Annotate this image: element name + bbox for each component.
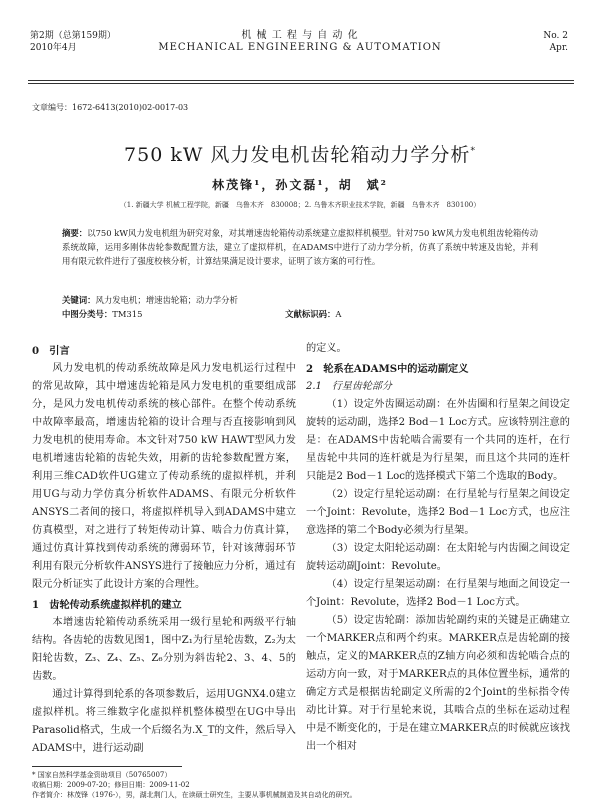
doc-label: 文献标识码： — [285, 309, 336, 319]
doc-value: A — [335, 309, 342, 319]
header-issue-number: 第2期（总第159期） — [30, 31, 116, 41]
header-issue-date: 2010年4月 — [30, 43, 77, 53]
abstract — [62, 226, 538, 268]
classification — [62, 308, 538, 320]
header-month: Apr. — [549, 43, 568, 53]
running-header — [0, 30, 600, 80]
header-volume — [543, 30, 568, 54]
body-paragraph: 本增速齿轮箱传动系统采用一级行星轮和两级平行轴结构。各齿轮的齿数见图1，图中Z₁为行星轮齿数，Z₂为太阳轮齿数，Z₃、Z₄、Z₅、Z₆分别为斜齿轮2、3、4、5的齿数。 — [32, 617, 296, 682]
footnote-funding: * 国家自然科学基金资助项目（50765007） — [32, 771, 172, 779]
body-paragraph: （5）设定齿轮副：添加齿轮副约束的关键是正确建立一个MARKER点和两个约束。MARKER点是齿轮副的接触点，定义的MARKER点的Z轴方向必须和齿轮啮合点的运动方向一致，对于MARKER点的具体位置坐标，通常的确定方式是根据齿轮副定义所需的2个Joint的坐标指令传动比计算。对于行星轮来说，其啮合点的坐标在运动过程中是不断变化的，于是在建立MARKER点的时候就应该找出一个相对 — [306, 615, 570, 752]
body-paragraph: （4）设定行星架运动副：在行星架与地面之间设定一个Joint：Revolute，选择2 Bod－1 Loc方式。 — [306, 579, 570, 608]
body-paragraph: （1）设定外齿圈运动副：在外齿圈和行星架之间设定旋转的运动副，选择2 Bod－1 Loc方式。应该特别注意的是：在ADAMS中齿轮啮合需要有一个共同的连杆，在行星齿轮中共同的连杆就是为行星架，而且这个共同的连杆只能是2 Bod－1 Loc的选择模式下第二个选取的Body。 — [306, 399, 570, 482]
journal-name-cn: 机 械 工 程 与 自 动 化 — [241, 30, 359, 41]
body-paragraph: 通过计算得到轮系的各项参数后，运用UGNX4.0建立虚拟样机。将三维数字化虚拟样机整体模型在UG中导出Parasolid格式，生成一个后缀名为.X_T的文件，然后导入ADAMS中，进行运动副 — [32, 689, 296, 754]
section-heading: 0 引言 — [32, 345, 70, 357]
footnote-dates: 收稿日期：2009-07-20；修回日期：2009-11-02 — [32, 781, 190, 789]
section-heading: 1 齿轮传动系统虚拟样机的建立 — [32, 599, 182, 611]
clc-label: 中图分类号： — [62, 309, 113, 319]
keywords-text: 风力发电机；增速齿轮箱；动力学分析 — [95, 295, 238, 305]
keywords — [62, 294, 538, 306]
clc-code — [62, 309, 212, 319]
title-footnote-mark: * — [470, 146, 476, 157]
paper-title — [0, 140, 600, 167]
abstract-text: 以750 kW风力发电机组为研究对象，对其增速齿轮箱传动系统建立虚拟样机模型。针对750 kW风力发电机组齿轮箱传动系统故障，运用多刚体齿轮参数配置方法，建立了虚拟样机，在ADAMS中进行了动力学分析，仿真了系统中转速及齿轮，并利用有限元软件进行了强度校核分析，计算结果满足设计要求，证明了该方案的可行性。 — [62, 228, 538, 266]
affiliation: （1. 新疆大学 机械工程学院，新疆 乌鲁木齐 830008；2. 乌鲁木齐职业技术学院，新疆 乌鲁木齐 830100） — [119, 201, 481, 209]
body-paragraph: 风力发电机的传动系统故障是风力发电机运行过程中的常见故障，其中增速齿轮箱是风力发电机的重要组成部分，是风力发电机传动系统的核心部件。在整个传动系统中故障率最高，增速齿轮箱的设计合理与否直接影响到风力发电机的使用寿命。本文针对750 kW HAWT型风力发电机增速齿轮箱的齿轮失效，用新的齿轮参数配置方案，利用三维CAD软件UG建立了传动系统的虚拟样机，并利用UG与动力学仿真分析软件ADAMS、有限元分析软件ANSYS二者间的接口，将虚拟样机导入到ADAMS中建立仿真模型，对之进行了转矩传动计算、啮合力仿真计算，通过仿真计算找到传动系统的薄弱环节，针对该薄弱环节利用有限元分析软件ANSYS进行了接触应力分析，通过有限元分析证实了此设计方案的合理性。 — [32, 363, 296, 590]
header-rule-bottom — [28, 83, 574, 84]
body-column-left — [32, 340, 296, 758]
clc-value: TM315 — [112, 309, 143, 319]
abstract-label: 摘要： — [62, 228, 88, 238]
header-journal — [0, 30, 600, 54]
body-column-right — [306, 340, 570, 756]
keywords-label: 关键词： — [62, 295, 96, 305]
journal-name-en: MECHANICAL ENGINEERING & AUTOMATION — [158, 42, 442, 53]
header-no: No. 2 — [543, 31, 568, 41]
body-paragraph: 的定义。 — [306, 343, 347, 354]
subsection-heading: 2.1 行星齿轮部分 — [306, 381, 392, 392]
header-rule-top — [28, 80, 574, 81]
footnote-rule — [32, 766, 182, 767]
body-paragraph: （2）设定行星轮运动副：在行星轮与行星架之间设定一个Joint：Revolute，选择2 Bod－1 Loc方式，也应注意选择的第二个Body必须为行星架。 — [306, 489, 570, 536]
authors: 林茂锋¹，孙文磊¹，胡 斌² — [212, 178, 388, 192]
paper-title-text: 750 kW 风力发电机齿轮箱动力学分析 — [124, 144, 471, 166]
doc-code — [285, 309, 411, 319]
footnote-author-bio: 作者简介：林茂锋（1976-），男，湖北荆门人，在读硕士研究生，主要从事机械制造及其自动化的研究。 — [32, 791, 357, 799]
article-number: 文章编号：1672-6413(2010)02-0017-03 — [32, 103, 189, 112]
body-paragraph: （3）设定太阳轮运动副：在太阳轮与内齿圈之间设定旋转运动副Joint：Revolute。 — [306, 543, 570, 572]
section-heading: 2 轮系在ADAMS中的运动副定义 — [306, 363, 469, 375]
